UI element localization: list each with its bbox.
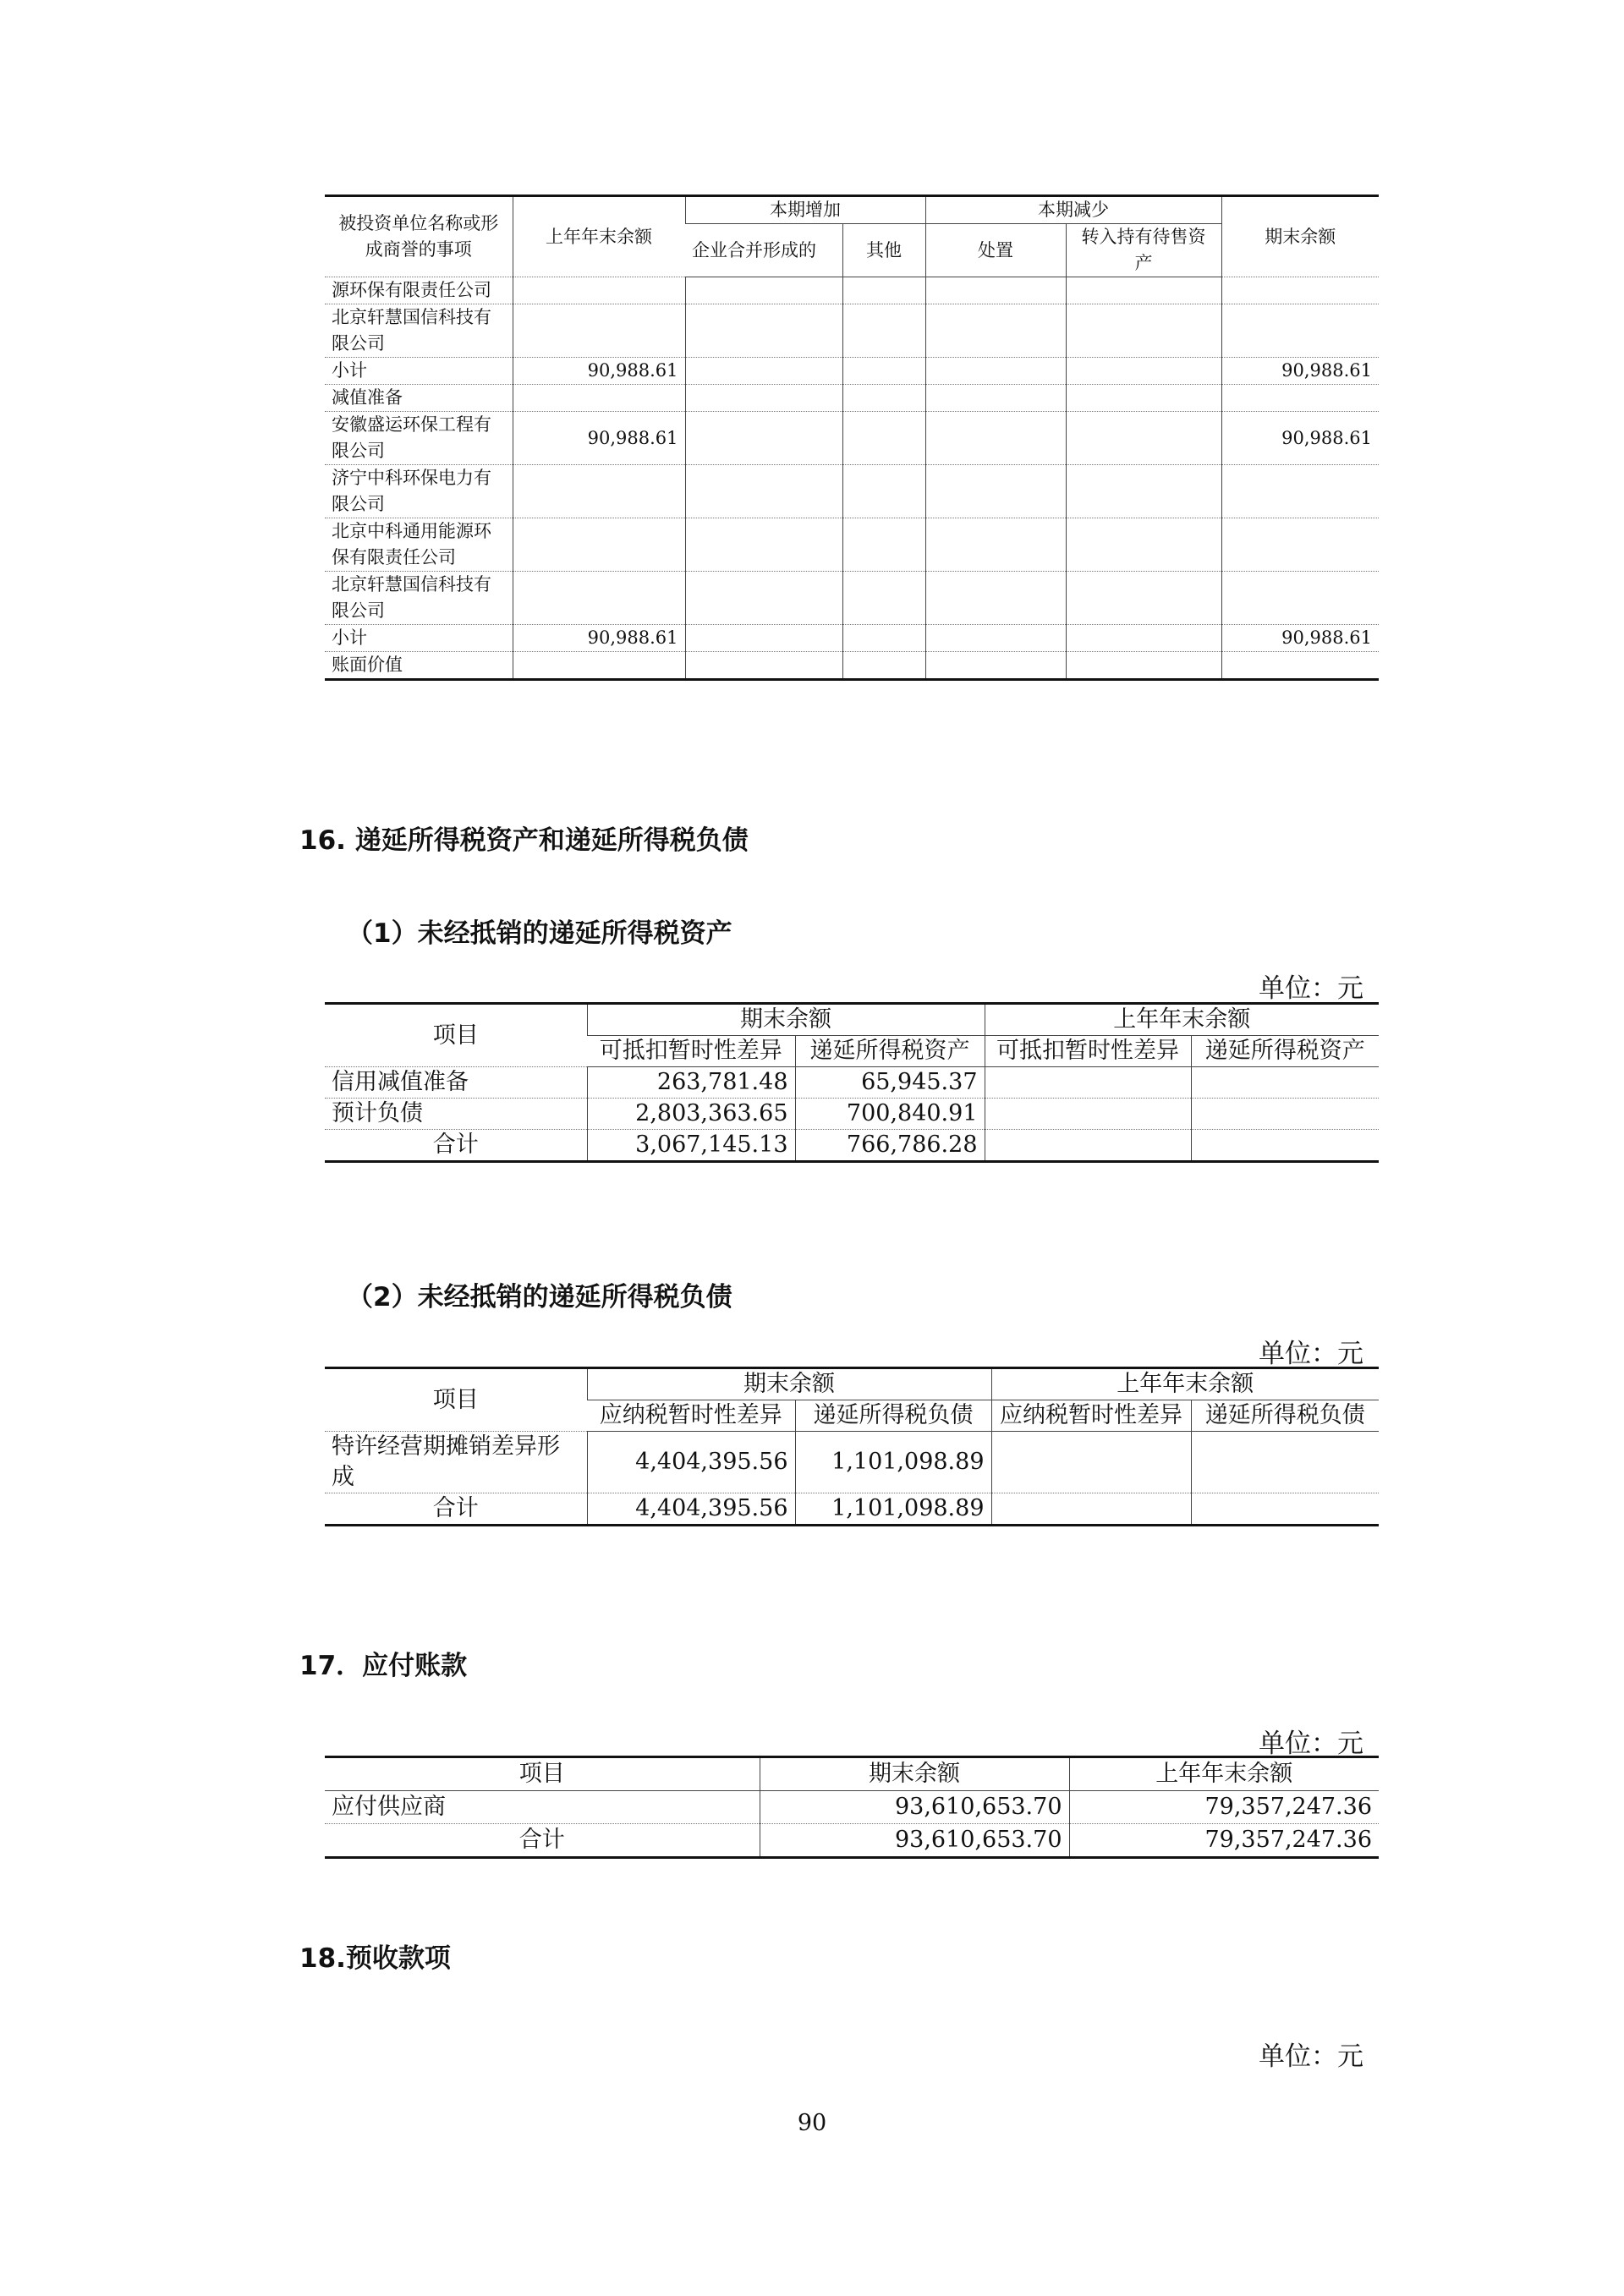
row-begin	[513, 304, 685, 358]
goodwill-header-held-for-sale: 转入持有待售资产	[1066, 224, 1221, 277]
header-end: 期末余额	[760, 1757, 1069, 1791]
row-label: 合计	[325, 1824, 760, 1858]
section-16-1-title: （1）未经抵销的递延所得税资产	[347, 918, 732, 949]
row-diff: 3,067,145.13	[587, 1130, 795, 1162]
row-tax: 65,945.37	[795, 1067, 985, 1099]
goodwill-header-begin: 上年年末余额	[513, 196, 685, 277]
row-begin: 90,988.61	[513, 412, 685, 465]
row-begin	[513, 652, 685, 680]
row-end	[1221, 385, 1379, 412]
header-item: 项目	[325, 1368, 587, 1432]
table-row	[325, 1432, 1379, 1493]
table-row	[325, 1130, 1379, 1162]
row-begin: 90,988.61	[513, 358, 685, 385]
header-tax-begin: 递延所得税资产	[1191, 1036, 1379, 1067]
row-end	[1221, 277, 1379, 304]
unit-label: 单位：元	[1259, 973, 1363, 1004]
row-begin: 79,357,247.36	[1069, 1824, 1379, 1858]
row-begin	[513, 385, 685, 412]
header-begin-group: 上年年末余额	[985, 1004, 1379, 1036]
header-tax-end: 递延所得税资产	[795, 1036, 985, 1067]
goodwill-header-disposal: 处置	[925, 224, 1066, 277]
goodwill-header-decrease: 本期减少	[925, 196, 1221, 224]
table-row	[325, 412, 1379, 465]
row-label: 特许经营期摊销差异形成	[325, 1432, 587, 1493]
row-label: 源环保有限责任公司	[325, 277, 513, 304]
row-end: 90,988.61	[1221, 625, 1379, 652]
goodwill-header-name: 被投资单位名称或形成商誉的事项	[325, 196, 513, 277]
section-18-title: 18.预收款项	[299, 1943, 451, 1974]
row-tax: 1,101,098.89	[795, 1493, 991, 1526]
header-begin-group: 上年年末余额	[991, 1368, 1379, 1400]
table-row	[325, 1099, 1379, 1130]
row-label: 减值准备	[325, 385, 513, 412]
table-row	[325, 277, 1379, 304]
table-row	[325, 304, 1379, 358]
row-label: 小计	[325, 625, 513, 652]
row-end	[1221, 652, 1379, 680]
header-diff-end: 可抵扣暂时性差异	[587, 1036, 795, 1067]
row-end: 90,988.61	[1221, 412, 1379, 465]
row-diff: 4,404,395.56	[587, 1493, 795, 1526]
header-diff-begin: 可抵扣暂时性差异	[985, 1036, 1191, 1067]
goodwill-header-merge: 企业合并形成的	[685, 224, 842, 277]
header-tax-begin: 递延所得税负债	[1191, 1400, 1379, 1432]
accounts-payable-table	[325, 1756, 1379, 1859]
row-label: 北京轩慧国信科技有限公司	[325, 304, 513, 358]
row-end	[1221, 572, 1379, 625]
table-row	[325, 358, 1379, 385]
deferred-tax-assets-table	[325, 1002, 1379, 1163]
goodwill-header-other: 其他	[842, 224, 925, 277]
row-label: 北京中科通用能源环保有限责任公司	[325, 518, 513, 572]
row-tax: 700,840.91	[795, 1099, 985, 1130]
row-label: 应付供应商	[325, 1791, 760, 1824]
header-end-group: 期末余额	[587, 1368, 991, 1400]
table-row	[325, 652, 1379, 680]
header-end-group: 期末余额	[587, 1004, 985, 1036]
unit-label: 单位：元	[1259, 1729, 1363, 1759]
row-label: 北京轩慧国信科技有限公司	[325, 572, 513, 625]
row-label: 账面价值	[325, 652, 513, 680]
page-number: 90	[797, 2110, 827, 2136]
row-begin	[513, 465, 685, 518]
header-diff-end: 应纳税暂时性差异	[587, 1400, 795, 1432]
row-label: 小计	[325, 358, 513, 385]
table-row	[325, 518, 1379, 572]
row-end	[1221, 465, 1379, 518]
table-row	[325, 1493, 1379, 1526]
header-diff-begin: 应纳税暂时性差异	[991, 1400, 1191, 1432]
row-diff: 263,781.48	[587, 1067, 795, 1099]
row-end: 90,988.61	[1221, 358, 1379, 385]
table-row	[325, 385, 1379, 412]
row-begin: 90,988.61	[513, 625, 685, 652]
table-row	[325, 465, 1379, 518]
header-tax-end: 递延所得税负债	[795, 1400, 991, 1432]
row-begin: 79,357,247.36	[1069, 1791, 1379, 1824]
row-end: 93,610,653.70	[760, 1791, 1069, 1824]
row-label: 合计	[325, 1130, 587, 1162]
goodwill-table	[325, 195, 1379, 681]
row-label: 预计负债	[325, 1099, 587, 1130]
section-16-title: 16. 递延所得税资产和递延所得税负债	[299, 825, 749, 856]
table-row	[325, 572, 1379, 625]
row-end	[1221, 304, 1379, 358]
row-label: 合计	[325, 1493, 587, 1526]
unit-label: 单位：元	[1259, 2041, 1363, 2072]
table-row	[325, 625, 1379, 652]
row-begin	[513, 518, 685, 572]
row-end	[1221, 518, 1379, 572]
row-diff: 4,404,395.56	[587, 1432, 795, 1493]
table-row	[325, 1824, 1379, 1858]
header-item: 项目	[325, 1757, 760, 1791]
row-tax: 766,786.28	[795, 1130, 985, 1162]
row-begin	[513, 277, 685, 304]
goodwill-header-increase: 本期增加	[685, 196, 925, 224]
row-end: 93,610,653.70	[760, 1824, 1069, 1858]
row-diff: 2,803,363.65	[587, 1099, 795, 1130]
row-label: 信用减值准备	[325, 1067, 587, 1099]
section-16-2-title: （2）未经抵销的递延所得税负债	[347, 1282, 732, 1312]
row-label: 济宁中科环保电力有限公司	[325, 465, 513, 518]
row-begin	[513, 572, 685, 625]
header-begin: 上年年末余额	[1069, 1757, 1379, 1791]
unit-label: 单位：元	[1259, 1339, 1363, 1369]
header-item: 项目	[325, 1004, 587, 1067]
table-row	[325, 1067, 1379, 1099]
deferred-tax-liabilities-table	[325, 1367, 1379, 1526]
row-tax: 1,101,098.89	[795, 1432, 991, 1493]
table-row	[325, 1791, 1379, 1824]
section-17-title: 17．应付账款	[299, 1651, 468, 1681]
row-label: 安徽盛运环保工程有限公司	[325, 412, 513, 465]
goodwill-header-end: 期末余额	[1221, 196, 1379, 277]
